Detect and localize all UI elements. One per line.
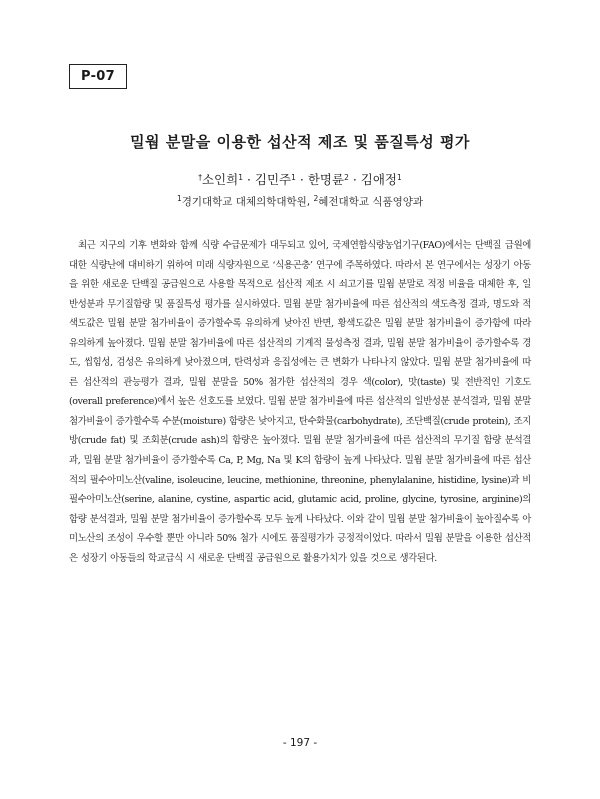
affiliation-separator: , <box>306 196 314 208</box>
author-separator: · <box>242 172 255 187</box>
author-affiliation-mark: 1 <box>238 173 243 182</box>
corresponding-author-mark: † <box>198 173 202 182</box>
affiliation-text: 경기대학교 대체의학대학원 <box>181 196 307 208</box>
abstract-paragraph: 최근 지구의 기후 변화와 함께 식량 수급문제가 대두되고 있어, 국제연합식량농업기구(FAO)에서는 단백질 급원에 대한 식량난에 대비하기 위하여 미래 식량자원으로 ‘식용곤충’ 연구에 주목하였다. 따라서 본 연구에서는 성장기 아동을 위한 새로운 단백질 공급원으로 사용할 목적으로 섭산적 제조 시 쇠고기를 밀웜 분말로 적정 비율을 대체한 후, 일반성분과 무기질함량 및 품질특성 평가를 실시하였다. 밀웜 분말 첨가비율에 따른 섭산적의 색도측정 결과, 명도와 적색도값은 밀웜 분말 첨가비율이 증가할수록 유의하게 낮아진 반면, 황색도값은 밀웜 분말 첨가비율이 증가함에 따라 유의하게 높아졌다. 밀웜 분말 첨가비율에 따른 섭산적의 기계적 물성측정 결과, 밀웜 분말 첨가비율이 증가할수록 경도, 씹힘성, 검성은 유의하게 낮아졌으며, 탄력성과 응집성에는 큰 변화가 나타나지 않았다. 밀웜 분말 첨가비율에 따른 섭산적의 관능평가 결과, 밀웜 분말을 50% 첨가한 섭산적의 경우 색(color), 맛(taste) 및 전반적인 기호도(overall preference)에서 높은 선호도를 보였다. 밀웜 분말 첨가비율에 따른 섭산적의 일반성분 분석결과, 밀웜 분말 첨가비율이 증가할수록 수분(moisture) 함량은 낮아지고, 탄수화물(carbohydrate), 조단백질(crude protein), 조지방(crude fat) 및 조회분(crude ash)의 함량은 높아졌다. 밀웜 분말 첨가비율에 따른 섭산적의 무기질 함량 분석결과, 밀웜 분말 첨가비율이 증가할수록 Ca, P, Mg, Na 및 K의 함량이 높게 나타났다. 밀웜 분말 첨가비율에 따른 섭산적의 필수아미노산(valine, isoleucine, leucine, methionine, threonine, phenylalanine, histidine, lysine)과 비필수아미노산(serine, alanine, cystine, aspartic acid, glutamic acid, proline, glycine, tyrosine, arginine)의 함량 분석결과, 밀웜 분말 첨가비율이 증가할수록 모두 높게 나타났다. 이와 같이 밀웜 분말 첨가비율이 높아질수록 아미노산의 조성이 우수할 뿐만 아니라 50% 첨가 시에도 품질평가가 긍정적이었다. 따라서 밀웜 분말을 이용한 섭산적은 성장기 아동들의 학교급식 시 새로운 단백질 공급원으로 활용가치가 있을 것으로 생각된다. <box>69 240 531 564</box>
author-entry <box>361 172 402 187</box>
author-name: 김애정 <box>360 172 397 187</box>
author-separator: · <box>295 172 308 187</box>
author-name: 소인희 <box>201 172 239 187</box>
author-entry <box>255 172 296 187</box>
author-affiliation-mark: 1 <box>291 173 296 182</box>
author-affiliation-mark: 2 <box>344 173 349 182</box>
author-affiliation-mark: 1 <box>397 173 402 182</box>
affiliation-list <box>60 194 540 209</box>
author-entry <box>308 172 349 187</box>
author-list <box>60 170 540 188</box>
poster-number-badge: P-07 <box>69 64 127 89</box>
affiliation-mark: 1 <box>176 194 182 203</box>
author-name: 김민주 <box>254 172 292 187</box>
author-name: 한명륜 <box>307 172 345 187</box>
author-separator: · <box>348 172 361 187</box>
affiliation-text: 혜전대학교 식품영양과 <box>318 196 424 208</box>
author-entry <box>198 172 243 187</box>
paper-title: 밀웜 분말을 이용한 섭산적 제조 및 품질특성 평가 <box>130 133 470 151</box>
page-number: - 197 - <box>282 737 318 749</box>
affiliation-mark: 2 <box>313 194 319 203</box>
